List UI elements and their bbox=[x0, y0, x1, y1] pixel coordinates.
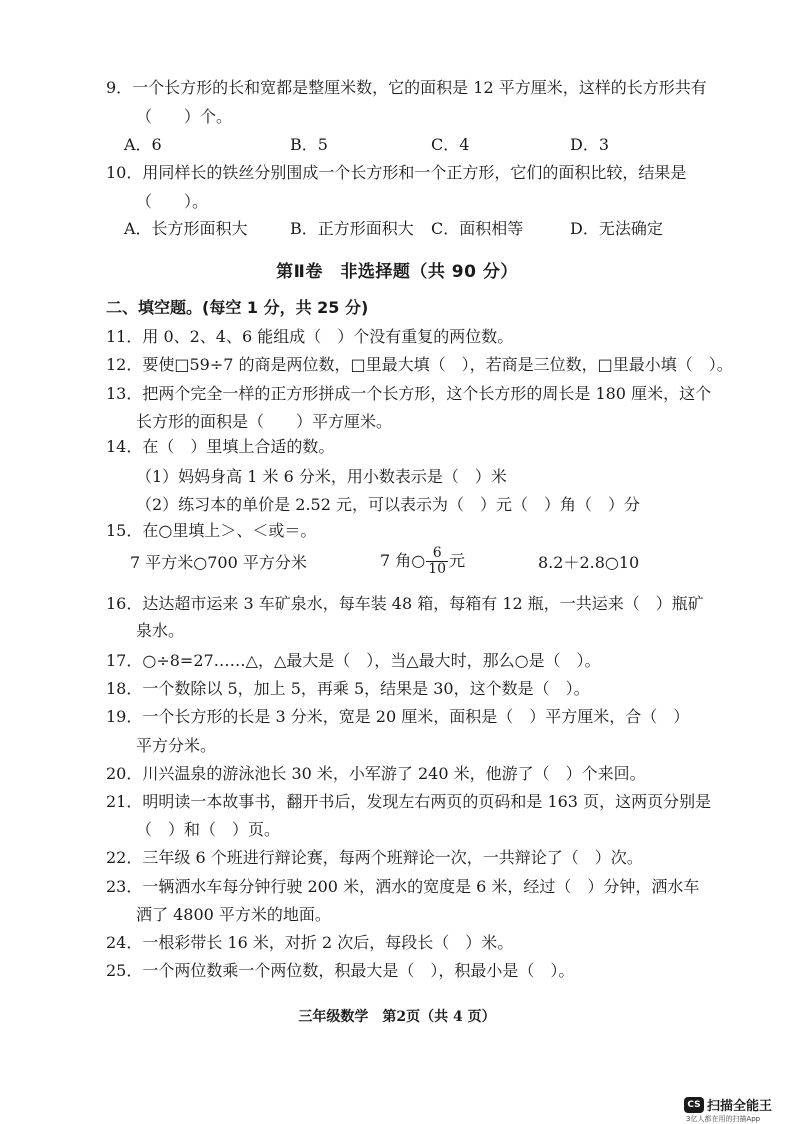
question-10-option-c: C．面积相等 bbox=[431, 219, 524, 238]
question-19-line2: 平方分米。 bbox=[136, 736, 217, 755]
section-title: 第Ⅱ卷 非选择题（共 90 分） bbox=[276, 262, 518, 282]
question-21-line1: 21．明明读一本故事书，翻开书后，发现左右两页的页码和是 163 页，这两页分别是 bbox=[106, 792, 712, 811]
question-10-option-b: B．正方形面积大 bbox=[290, 219, 414, 238]
question-14-sub2: （2）练习本的单价是 2.52 元，可以表示为（ ）元（ ）角（ ）分 bbox=[136, 495, 640, 514]
question-25: 25．一个两位数乘一个两位数，积最大是（ ），积最小是（ ）。 bbox=[106, 961, 575, 980]
question-19-line1: 19．一个长方形的长是 3 分米，宽是 20 厘米，面积是（ ）平方厘米，合（ ） bbox=[106, 707, 690, 726]
watermark-subtitle: 3亿人都在用的扫描App bbox=[686, 1115, 761, 1123]
question-10-line1: 10．用同样长的铁丝分别围成一个长方形和一个正方形，它们的面积比较，结果是 bbox=[106, 163, 687, 182]
question-10-option-a: A．长方形面积大 bbox=[124, 219, 248, 238]
question-9-option-c: C．4 bbox=[431, 135, 470, 154]
question-24: 24．一根彩带长 16 米，对折 2 次后，每段长（ ）米。 bbox=[106, 933, 514, 952]
question-9-option-d: D．3 bbox=[570, 135, 610, 154]
question-18: 18．一个数除以 5，加上 5，再乘 5，结果是 30，这个数是（ ）。 bbox=[106, 679, 590, 698]
question-9-line1: 9．一个长方形的长和宽都是整厘米数，它的面积是 12 平方厘米，这样的长方形共有 bbox=[106, 78, 707, 97]
page-footer: 三年级数学 第2页（共 4 页） bbox=[298, 1009, 496, 1025]
question-23-line1: 23．一辆洒水车每分钟行驶 200 米，洒水的宽度是 6 米，经过（ ）分钟，洒水车 bbox=[106, 877, 700, 896]
question-16-line2: 泉水。 bbox=[136, 621, 185, 640]
question-14-sub1: （1）妈妈身高 1 米 6 分米，用小数表示是（ ）米 bbox=[136, 467, 507, 486]
fraction-numerator: 6 bbox=[426, 546, 448, 562]
question-10-option-d: D．无法确定 bbox=[570, 219, 663, 238]
question-21-line2: （ ）和（ ）页。 bbox=[136, 820, 281, 839]
question-10-line2: （ ）。 bbox=[136, 192, 209, 211]
question-23-line2: 洒了 4800 平方米的地面。 bbox=[136, 905, 331, 924]
question-15-item1: 7 平方米○700 平方分米 bbox=[130, 553, 307, 572]
question-13-line1: 13．把两个完全一样的正方形拼成一个长方形，这个长方形的周长是 180 厘米，这个 bbox=[106, 384, 712, 403]
question-15-item3: 8.2＋2.8○10 bbox=[538, 553, 640, 572]
question-15-item2-post: 元 bbox=[449, 551, 466, 570]
fraction-denominator: 10 bbox=[428, 561, 447, 577]
question-9-option-a: A．6 bbox=[124, 135, 162, 154]
question-15-item2 bbox=[380, 546, 465, 577]
question-20: 20．川兴温泉的游泳池长 30 米，小军游了 240 米，他游了（ ）个来回。 bbox=[106, 764, 646, 783]
question-9-option-b: B．5 bbox=[290, 135, 328, 154]
question-17: 17．○÷8=27……△，△最大是（ ），当△最大时，那么○是（ ）。 bbox=[106, 651, 601, 670]
question-15-line1: 15．在○里填上＞、＜或＝。 bbox=[106, 521, 317, 540]
camscanner-logo-icon: CS bbox=[684, 1097, 704, 1113]
watermark-name: 扫描全能王 bbox=[707, 1099, 773, 1114]
question-12: 12．要使□59÷7 的商是两位数，□里最大填（ ），若商是三位数，□里最小填（ ）。 bbox=[106, 355, 733, 374]
question-13-line2: 长方形的面积是（ ）平方厘米。 bbox=[136, 412, 393, 431]
question-22: 22．三年级 6 个班进行辩论赛，每两个班辩论一次，一共辩论了（ ）次。 bbox=[106, 848, 643, 867]
question-11: 11．用 0、2、4、6 能组成（ ）个没有重复的两位数。 bbox=[106, 327, 514, 346]
question-9-line2: （ ）个。 bbox=[136, 107, 233, 126]
part-2-heading: 二、填空题。(每空 1 分，共 25 分) bbox=[106, 298, 369, 317]
question-14-line1: 14．在（ ）里填上合适的数。 bbox=[106, 437, 335, 456]
question-16-line1: 16．达达超市运来 3 车矿泉水，每车装 48 箱，每箱有 12 瓶，一共运来（ ）瓶矿 bbox=[106, 594, 704, 613]
fraction bbox=[426, 546, 448, 577]
question-15-item2-pre: 7 角○ bbox=[380, 551, 426, 570]
